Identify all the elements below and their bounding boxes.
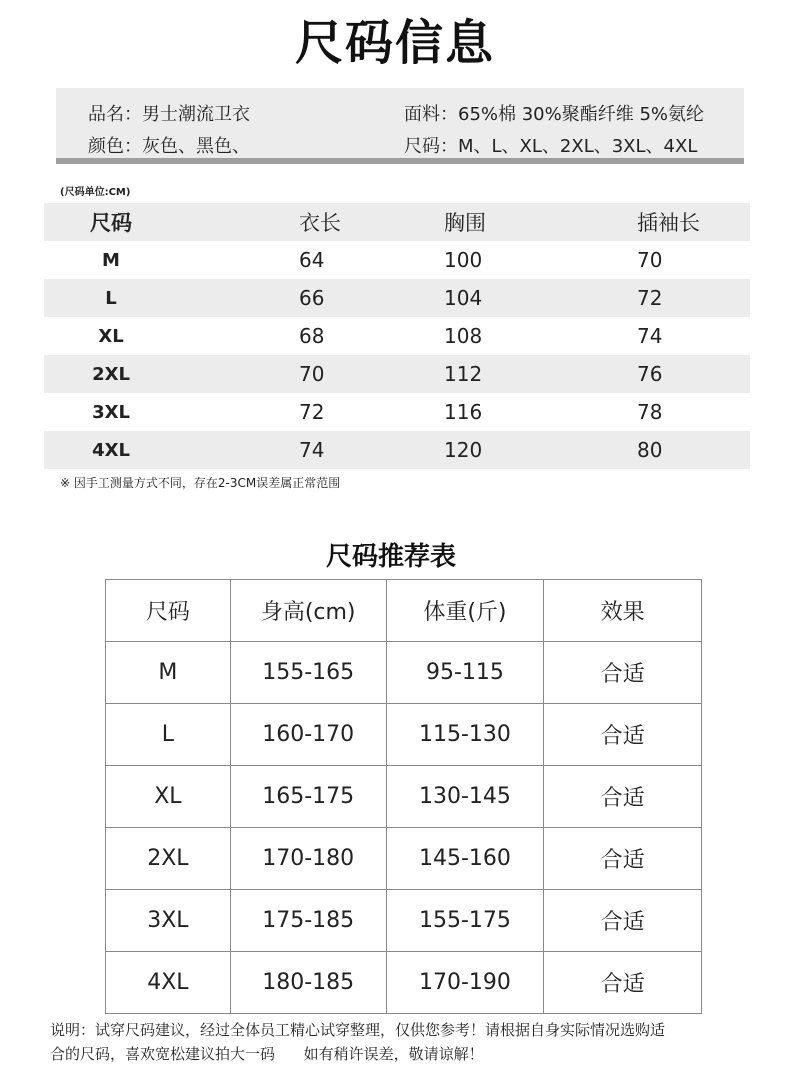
- size-chart-cell: 74: [637, 324, 663, 348]
- size-chart-cell: 120: [384, 431, 584, 469]
- recommendation-cell: 155-165: [230, 642, 386, 704]
- size-chart-cell: 3XL: [92, 401, 130, 423]
- footer-line: 合的尺码，喜欢宽松建议拍大一码 如有稍许误差，敬请谅解！: [50, 1045, 484, 1063]
- size-chart-cell: 104: [384, 279, 584, 317]
- size-chart-row: [44, 317, 750, 355]
- size-chart-cell: 68: [299, 324, 325, 348]
- size-chart-row: [44, 431, 750, 469]
- size-chart-cell: 64: [299, 248, 325, 272]
- size-chart-cell: 72: [299, 400, 325, 424]
- recommendation-cell: 170-190: [386, 952, 544, 1014]
- recommendation-title: 尺码推荐表: [325, 542, 456, 572]
- size-chart-header: 尺码: [44, 203, 274, 241]
- recommendation-cell: 合适: [544, 642, 702, 704]
- size-chart-header: 插袖长: [584, 203, 750, 241]
- recommendation-cell: 165-175: [230, 766, 386, 828]
- size-chart-cell: M: [102, 249, 120, 271]
- size-chart-cell: 80: [584, 431, 750, 469]
- size-chart-row: [44, 393, 750, 431]
- size-chart-header: 胸围: [384, 203, 584, 241]
- recommendation-row: [106, 828, 702, 890]
- size-chart-cell: 116: [444, 400, 483, 424]
- recommendation-cell: 145-160: [386, 828, 544, 890]
- recommendation-cell: 155-175: [386, 890, 544, 952]
- recommendation-cell: 160-170: [230, 704, 386, 766]
- measurement-note: ※ 因手工测量方式不同，存在2-3CM误差属正常范围: [60, 476, 341, 490]
- size-chart-cell: 108: [444, 324, 483, 348]
- recommendation-cell: XL: [106, 766, 231, 828]
- recommendation-row: [106, 890, 702, 952]
- size-chart-cell: XL: [98, 325, 124, 347]
- recommendation-cell: 合适: [544, 766, 702, 828]
- size-recommendation-table: [105, 579, 702, 1014]
- size-chart-header-row: [44, 203, 750, 241]
- product-name: 品名：男士潮流卫衣: [88, 104, 250, 125]
- recommendation-header: 身高(cm): [230, 580, 386, 642]
- size-unit-note: (尺码单位:CM): [60, 187, 131, 198]
- recommendation-row: [106, 704, 702, 766]
- size-chart-row: [44, 279, 750, 317]
- size-chart-cell: 72: [584, 279, 750, 317]
- product-sizes: 尺码：M、L、XL、2XL、3XL、4XL: [404, 136, 698, 157]
- recommendation-cell: 合适: [544, 890, 702, 952]
- recommendation-cell: 合适: [544, 704, 702, 766]
- size-chart-cell: 74: [274, 431, 384, 469]
- recommendation-header-row: [106, 580, 702, 642]
- product-info-box: [56, 88, 744, 164]
- recommendation-row: [106, 766, 702, 828]
- recommendation-cell: M: [106, 642, 231, 704]
- recommendation-header: 尺码: [106, 580, 231, 642]
- product-colors: 颜色：灰色、黑色、: [88, 136, 250, 157]
- recommendation-cell: 175-185: [230, 890, 386, 952]
- product-fabric: 面料：65%棉 30%聚酯纤维 5%氨纶: [404, 104, 705, 125]
- size-chart-cell: 78: [637, 400, 663, 424]
- footer-line: 说明：试穿尺码建议，经过全体员工精心试穿整理，仅供您参考！请根据自身实际情况选购适: [50, 1021, 666, 1039]
- size-chart-table: [44, 203, 750, 469]
- page-title: 尺码信息: [294, 15, 495, 71]
- recommendation-row: [106, 952, 702, 1014]
- recommendation-cell: 3XL: [106, 890, 231, 952]
- recommendation-cell: 170-180: [230, 828, 386, 890]
- footer-note: [50, 1018, 760, 1066]
- recommendation-cell: 130-145: [386, 766, 544, 828]
- recommendation-cell: 95-115: [386, 642, 544, 704]
- recommendation-cell: L: [106, 704, 231, 766]
- size-chart-row: [44, 241, 750, 279]
- recommendation-header: 效果: [544, 580, 702, 642]
- size-chart-cell: 66: [274, 279, 384, 317]
- size-chart-row: [44, 355, 750, 393]
- recommendation-cell: 180-185: [230, 952, 386, 1014]
- recommendation-cell: 合适: [544, 952, 702, 1014]
- size-chart-cell: 70: [637, 248, 663, 272]
- size-chart-cell: L: [44, 279, 274, 317]
- size-chart-cell: 112: [384, 355, 584, 393]
- size-chart-cell: 70: [274, 355, 384, 393]
- recommendation-cell: 2XL: [106, 828, 231, 890]
- size-chart-header: 衣长: [274, 203, 384, 241]
- recommendation-row: [106, 642, 702, 704]
- recommendation-header: 体重(斤): [386, 580, 544, 642]
- recommendation-cell: 4XL: [106, 952, 231, 1014]
- size-chart-cell: 2XL: [44, 355, 274, 393]
- size-chart-cell: 4XL: [44, 431, 274, 469]
- recommendation-cell: 合适: [544, 828, 702, 890]
- size-chart-cell: 100: [444, 248, 483, 272]
- size-chart-cell: 76: [584, 355, 750, 393]
- recommendation-cell: 115-130: [386, 704, 544, 766]
